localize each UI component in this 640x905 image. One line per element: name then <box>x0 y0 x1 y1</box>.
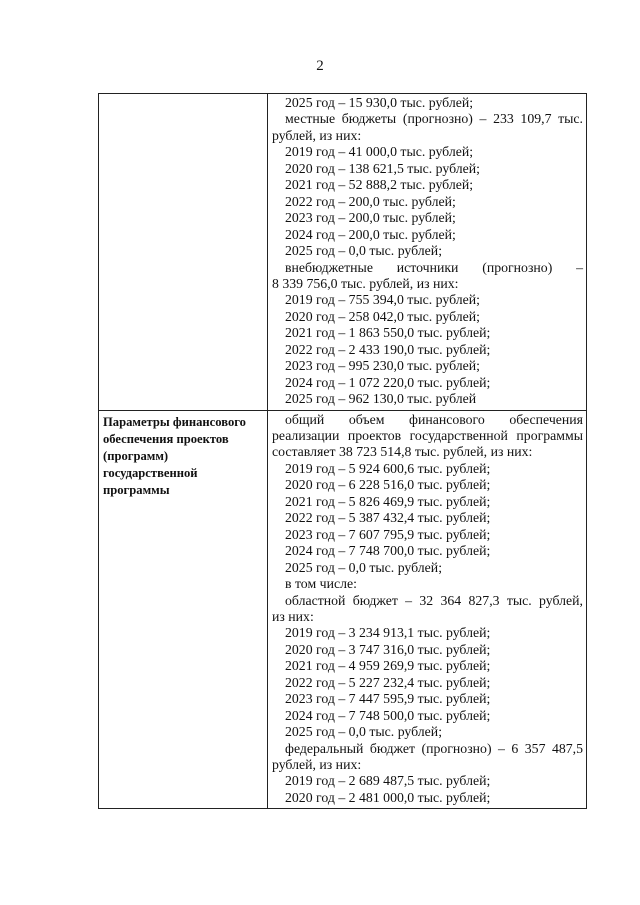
text-line: 2019 год – 3 234 913,1 тыс. рублей; <box>285 625 491 641</box>
program-parameters-table <box>98 93 587 809</box>
row2-right-cell <box>268 410 587 809</box>
text-line: 2022 год – 5 227 232,4 тыс. рублей; <box>285 674 491 690</box>
text-line: в том числе: <box>285 576 357 592</box>
text-line: 2025 год – 0,0 тыс. рублей; <box>285 724 443 740</box>
text-line: 2025 год – 15 930,0 тыс. рублей; <box>285 95 474 110</box>
text-line: 2023 год – 200,0 тыс. рублей; <box>285 210 456 226</box>
text-line: 2020 год – 258 042,0 тыс. рублей; <box>285 308 480 324</box>
text-line: 2024 год – 7 748 500,0 тыс. рублей; <box>285 707 491 723</box>
text-line: 2022 год – 5 387 432,4 тыс. рублей; <box>285 510 491 526</box>
row2-left-label: Параметры финансового обеспечения проектов (программ) государственной программы <box>103 414 246 498</box>
text-line: общий объем финансового обеспечения <box>285 411 583 427</box>
text-line: 2019 год – 2 689 487,5 тыс. рублей; <box>285 773 491 789</box>
text-line: 2019 год – 5 924 600,6 тыс. рублей; <box>285 460 491 476</box>
text-line: 2024 год – 7 748 700,0 тыс. рублей; <box>285 543 491 559</box>
text-line: из них: <box>272 608 314 624</box>
text-line: 8 339 756,0 тыс. рублей, из них: <box>272 275 459 291</box>
text-line: 2024 год – 1 072 220,0 тыс. рублей; <box>285 374 491 390</box>
text-line: 2023 год – 7 607 795,9 тыс. рублей; <box>285 526 491 542</box>
text-line: 2023 год – 995 230,0 тыс. рублей; <box>285 358 480 374</box>
row1-right-cell <box>268 94 587 411</box>
text-line: 2021 год – 1 863 550,0 тыс. рублей; <box>285 325 491 341</box>
text-line: внебюджетные источники (прогнозно) – <box>285 259 583 275</box>
row1-funding-lines <box>268 94 586 410</box>
text-line: рублей, из них: <box>272 757 362 773</box>
text-line: федеральный бюджет (прогнозно) – 6 357 487,5 <box>285 740 583 756</box>
row1-left-cell <box>99 94 268 411</box>
text-line: 2020 год – 3 747 316,0 тыс. рублей; <box>285 641 491 657</box>
text-line: областной бюджет – 32 364 827,3 тыс. рублей, <box>285 592 583 608</box>
row1-left-label <box>99 94 267 97</box>
text-line: 2024 год – 200,0 тыс. рублей; <box>285 226 456 242</box>
text-line: местные бюджеты (прогнозно) – 233 109,7 тыс. <box>285 111 583 127</box>
text-line: составляет 38 723 514,8 тыс. рублей, из них: <box>272 444 533 460</box>
page-number: 2 <box>316 58 324 74</box>
text-line: 2021 год – 5 826 469,9 тыс. рублей; <box>285 493 491 509</box>
text-line: 2019 год – 41 000,0 тыс. рублей; <box>285 144 474 160</box>
text-line: 2022 год – 2 433 190,0 тыс. рублей; <box>285 341 491 357</box>
text-line: 2020 год – 2 481 000,0 тыс. рублей; <box>285 789 491 805</box>
text-line: реализации проектов государственной программы <box>272 428 583 444</box>
text-line: 2025 год – 0,0 тыс. рублей; <box>285 243 443 259</box>
text-line: 2020 год – 6 228 516,0 тыс. рублей; <box>285 477 491 493</box>
text-line: 2021 год – 52 888,2 тыс. рублей; <box>285 177 474 193</box>
row2-funding-lines <box>268 411 586 809</box>
row2-left-cell <box>99 410 268 809</box>
table-row-continuation <box>99 94 587 411</box>
text-line: 2022 год – 200,0 тыс. рублей; <box>285 193 456 209</box>
text-line: 2021 год – 4 959 269,9 тыс. рублей; <box>285 658 491 674</box>
text-line: рублей, из них: <box>272 127 362 143</box>
text-line: 2023 год – 7 447 595,9 тыс. рублей; <box>285 691 491 707</box>
table-row-project-financing <box>99 410 587 809</box>
text-line: 2025 год – 0,0 тыс. рублей; <box>285 559 443 575</box>
text-line: 2020 год – 138 621,5 тыс. рублей; <box>285 160 480 176</box>
text-line: 2019 год – 755 394,0 тыс. рублей; <box>285 292 480 308</box>
text-line: 2025 год – 962 130,0 тыс. рублей <box>285 391 477 407</box>
